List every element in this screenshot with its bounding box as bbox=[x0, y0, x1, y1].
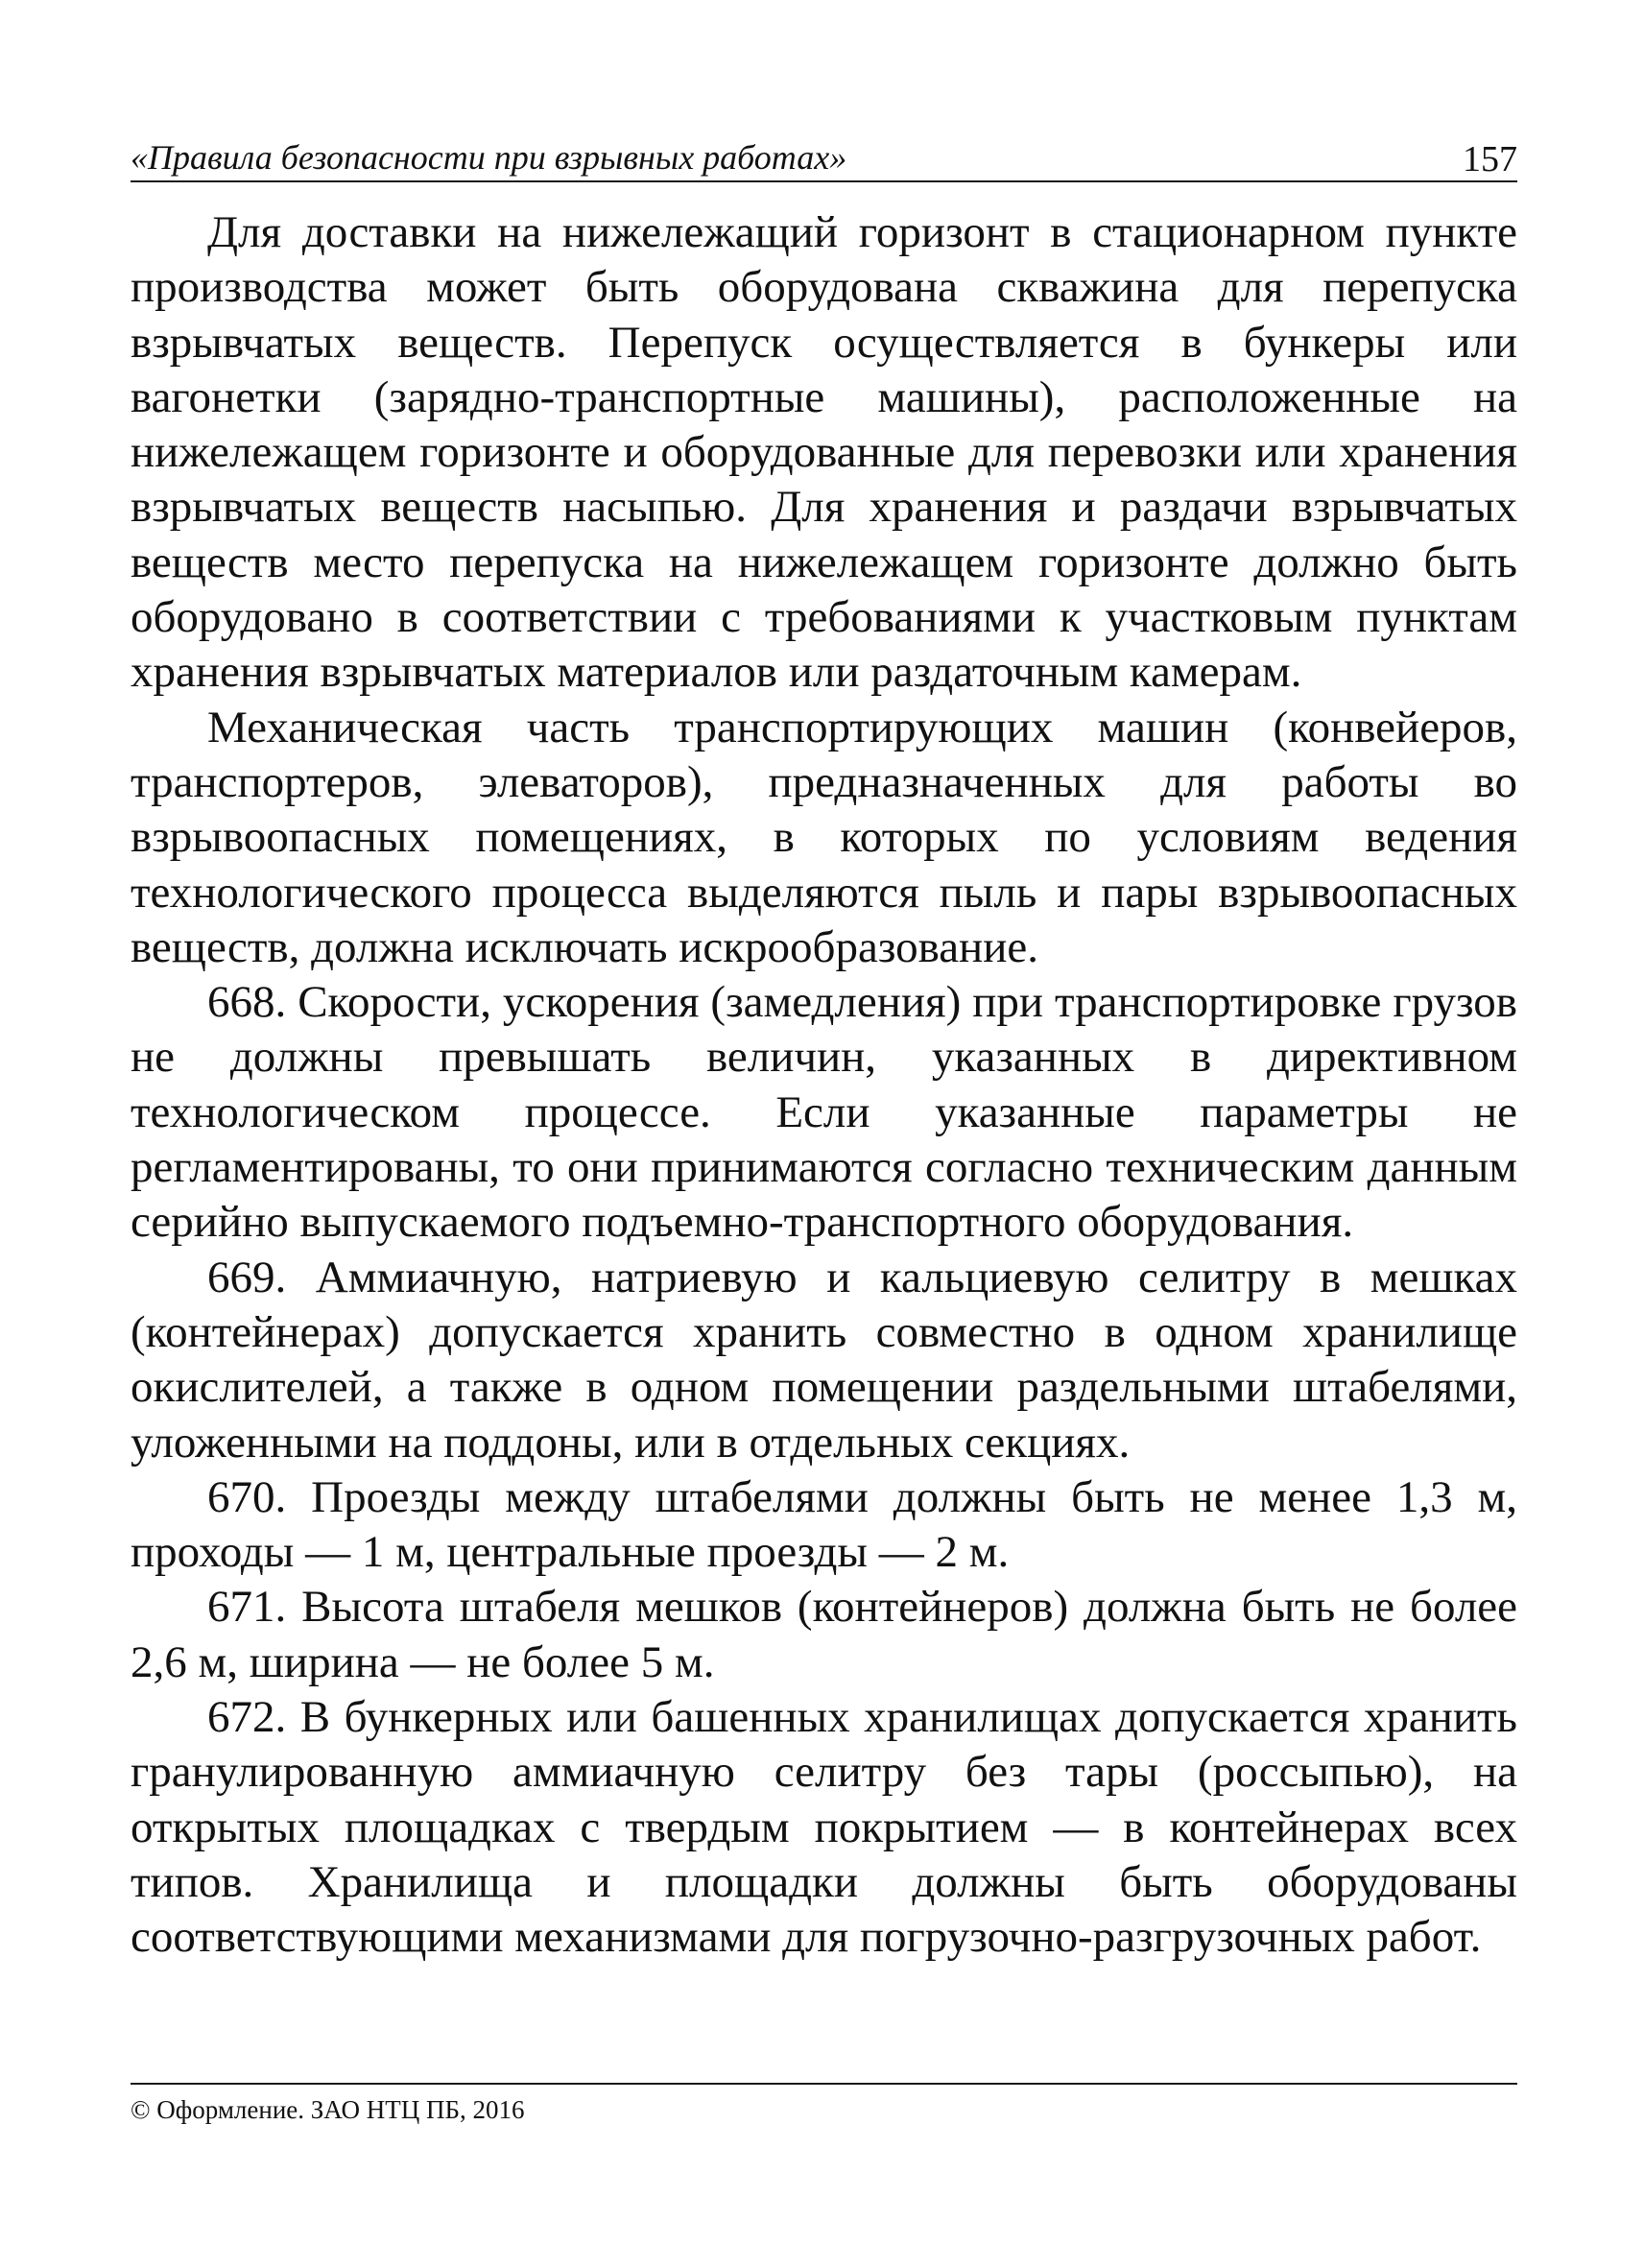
document-page bbox=[131, 134, 1517, 2150]
paragraph-668: 668. Скорости, ускорения (замедления) при транспортировке грузов не должны превышать величин, указанных в директивном технологическом процессе. Если указанные параметры не регламентированы, то они принимаются согласно техническим данным серийно выпускаемого подъемно-транспортного оборудования. bbox=[131, 977, 1517, 1248]
paragraph-669: 669. Аммиачную, натриевую и кальциевую селитру в мешках (контейнерах) допускается хранить совместно в одном хранилище окислителей, а также в одном помещении раздельными штабелями, уложенными на поддоны, или в отдельных секциях. bbox=[131, 1252, 1517, 1468]
body-text bbox=[131, 205, 1517, 1966]
running-header bbox=[131, 134, 1517, 182]
paragraph-stationary-point-shaft: Для доставки на нижележащий горизонт в стационарном пункте производства может быть оборудована скважина для перепуска взрывчатых веществ. Перепуск осуществляется в бункеры или вагонетки (зарядно-транспортные машины), расположенные на нижележащем горизонте и оборудованные для перевозки или хранения взрывчатых веществ насыпью. Для хранения и раздачи взрывчатых веществ место перепуска на нижележащем горизонте должно быть оборудовано в соответствии с требованиями к участковым пунктам хранения взрывчатых материалов или раздаточным камерам. bbox=[131, 207, 1517, 698]
page-footer bbox=[131, 2083, 1517, 2125]
paragraph-672: 672. В бункерных или башенных хранилищах допускается хранить гранулированную аммиачную селитру без тары (россыпью), на открытых площадках с твердым покрытием — в контейнерах всех типов. Хранилища и площадки должны быть оборудованы соответствующими механизмами для погрузочно-разгрузочных работ. bbox=[131, 1692, 1517, 1963]
running-title: «Правила безопасности при взрывных работах» bbox=[131, 138, 847, 177]
paragraph-670: 670. Проезды между штабелями должны быть не менее 1,3 м, проходы — 1 м, центральные проезды — 2 м. bbox=[131, 1471, 1517, 1578]
copyright-notice: © Оформление. ЗАО НТЦ ПБ, 2016 bbox=[131, 2095, 525, 2124]
paragraph-conveyor-mechanics: Механическая часть транспортирующих машин (конвейеров, транспортеров, элеваторов), предназначенных для работы во взрывоопасных помещениях, в которых по условиям ведения технологического процесса выделяются пыль и пары взрывоопасных веществ, должна исключать искрообразование. bbox=[131, 702, 1517, 972]
page-number: 157 bbox=[1463, 139, 1517, 179]
paragraph-671: 671. Высота штабеля мешков (контейнеров) должна быть не более 2,6 м, ширина — не более 5 м. bbox=[131, 1582, 1517, 1687]
